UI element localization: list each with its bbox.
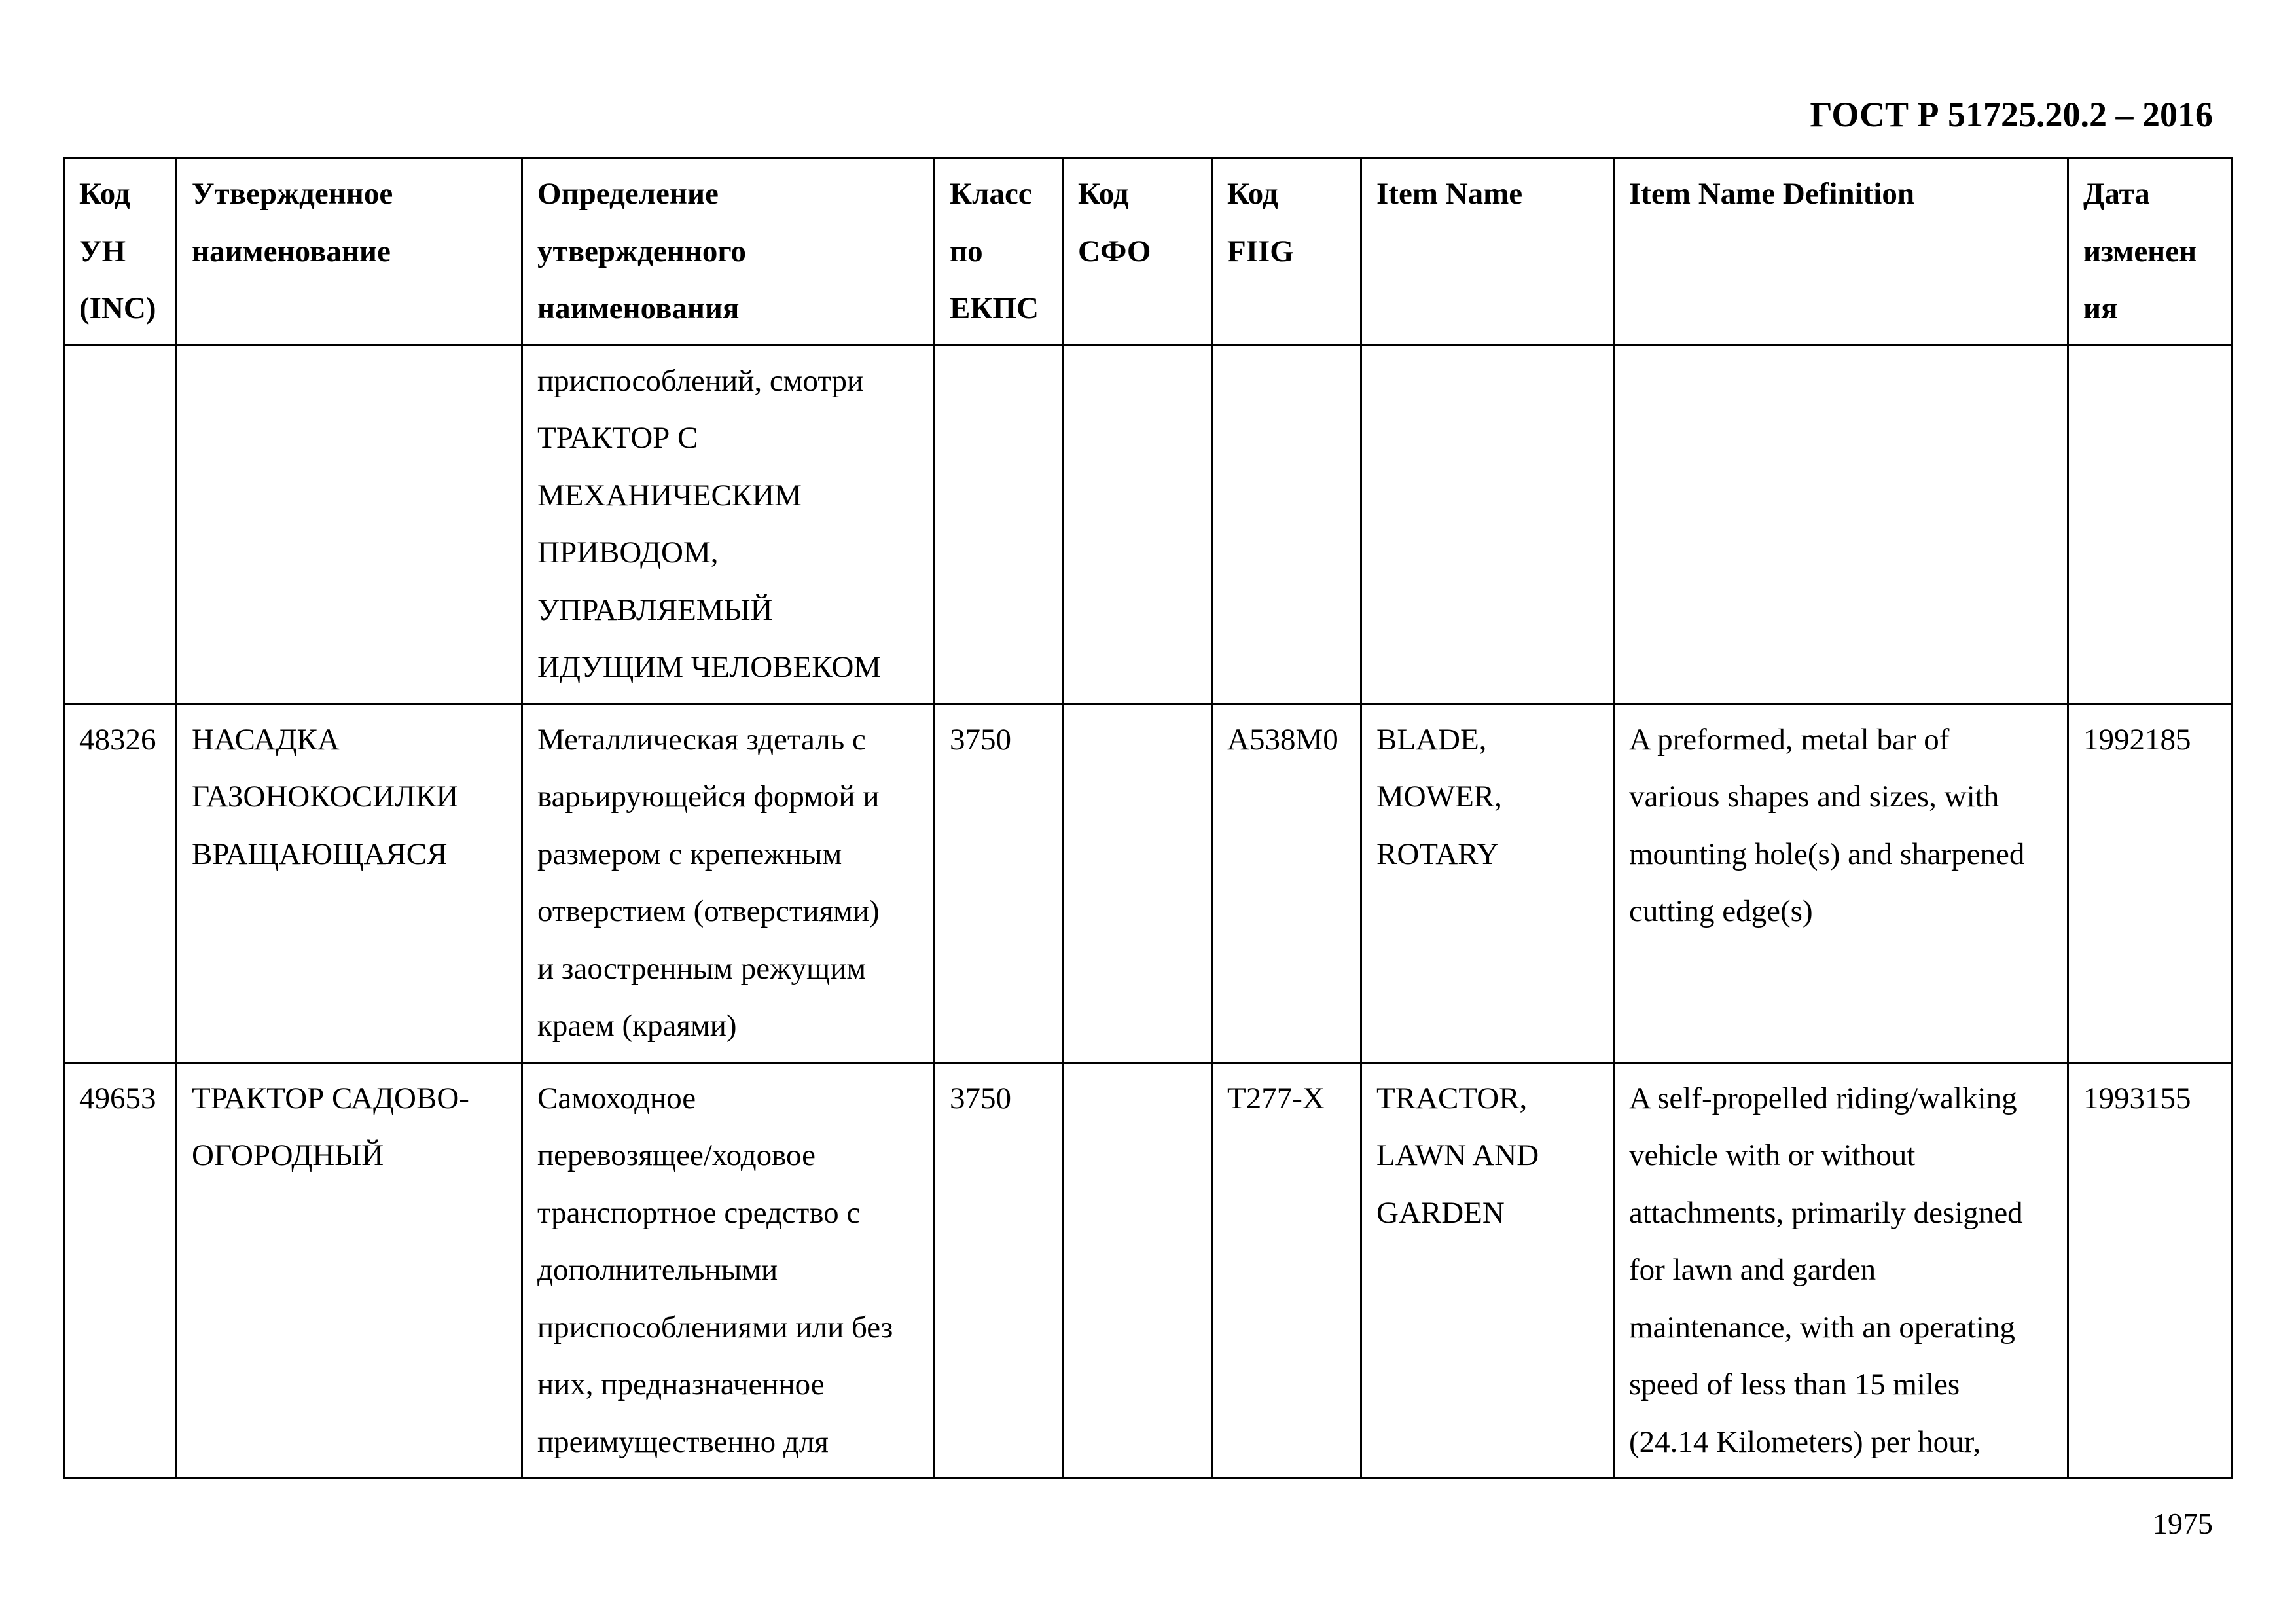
cell-item-definition: A preformed, metal bar of various shapes and sizes, with mounting hole(s) and sharpened cutting edge(s) — [1614, 704, 2068, 1062]
column-header-definition: Определение утвержденного наименования — [522, 158, 935, 346]
column-header-approved-name: Утвержденное наименование — [177, 158, 522, 346]
document-header-title: ГОСТ Р 51725.20.2 – 2016 — [1810, 95, 2213, 134]
cell-date: 1992185 — [2068, 704, 2232, 1062]
table-row — [64, 704, 2232, 1062]
cell-inc: 48326 — [64, 704, 177, 1062]
table-row — [64, 1062, 2232, 1479]
table-row — [64, 345, 2232, 704]
cell-date: 1993155 — [2068, 1062, 2232, 1479]
cell-sfo — [1063, 345, 1212, 704]
cell-item-name — [1361, 345, 1614, 704]
cell-date — [2068, 345, 2232, 704]
column-header-class: Класс по ЕКПС — [935, 158, 1063, 346]
cell-fiig: T277-X — [1212, 1062, 1361, 1479]
column-header-inc: Код УН (INC) — [64, 158, 177, 346]
cell-item-definition — [1614, 345, 2068, 704]
column-header-fiig: Код FIIG — [1212, 158, 1361, 346]
cell-approved-name: ТРАКТОР САДОВО- ОГОРОДНЫЙ — [177, 1062, 522, 1479]
column-header-item-definition: Item Name Definition — [1614, 158, 2068, 346]
cell-item-name: BLADE, MOWER, ROTARY — [1361, 704, 1614, 1062]
cell-item-definition: A self-propelled riding/walking vehicle with or without attachments, primarily designed for lawn and garden maintenance, with an operating speed of less than 15 miles (24.14 Kilometers) per hour, — [1614, 1062, 2068, 1479]
cell-inc: 49653 — [64, 1062, 177, 1479]
cell-approved-name: НАСАДКА ГАЗОНОКОСИЛКИ ВРАЩАЮЩАЯСЯ — [177, 704, 522, 1062]
page-number: 1975 — [2153, 1507, 2213, 1540]
cell-definition: Металлическая здеталь с варьирующейся формой и размером с крепежным отверстием (отверстиями) и заостренным режущим краем (краями) — [522, 704, 935, 1062]
cell-sfo — [1063, 704, 1212, 1062]
column-header-sfo: Код СФО — [1063, 158, 1212, 346]
cell-definition: Самоходное перевозящее/ходовое транспортное средство с дополнительными приспособлениями или без них, предназначенное преимущественно для — [522, 1062, 935, 1479]
cell-item-name: TRACTOR, LAWN AND GARDEN — [1361, 1062, 1614, 1479]
catalog-table — [63, 157, 2233, 1479]
cell-approved-name — [177, 345, 522, 704]
column-header-item-name: Item Name — [1361, 158, 1614, 346]
cell-sfo — [1063, 1062, 1212, 1479]
column-header-date: Дата изменен ия — [2068, 158, 2232, 346]
cell-class: 3750 — [935, 704, 1063, 1062]
cell-class — [935, 345, 1063, 704]
table-header-row — [64, 158, 2232, 346]
cell-class: 3750 — [935, 1062, 1063, 1479]
cell-inc — [64, 345, 177, 704]
cell-definition: приспособлений, смотри ТРАКТОР С МЕХАНИЧЕСКИМ ПРИВОДОМ, УПРАВЛЯЕМЫЙ ИДУЩИМ ЧЕЛОВЕКОМ — [522, 345, 935, 704]
cell-fiig — [1212, 345, 1361, 704]
cell-fiig: A538M0 — [1212, 704, 1361, 1062]
